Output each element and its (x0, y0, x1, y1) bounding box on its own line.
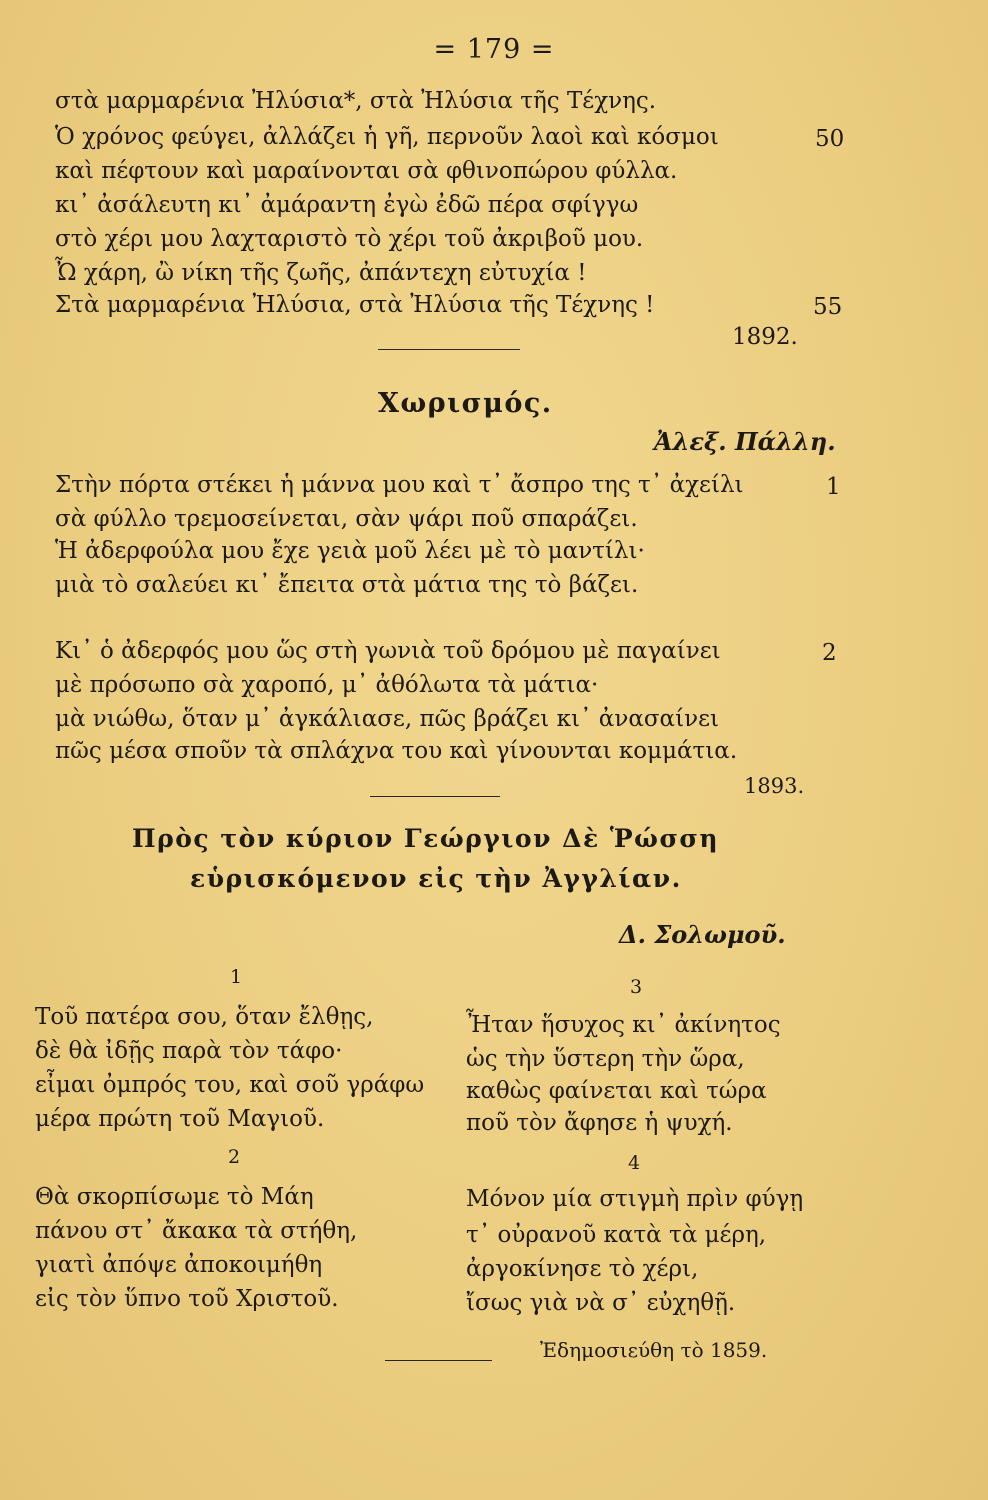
verse-line: Θὰ σκορπίσωμε τὸ Μάη (35, 1184, 314, 1210)
stanza-number: 1 (826, 474, 841, 500)
verse-line: ἴσως γιὰ νὰ σ᾿ εὐχηθῇ. (466, 1290, 736, 1316)
poem-title-line2: εὑρισκόμενον εἰς τὴν Ἀγγλίαν. (190, 864, 682, 893)
verse-line: δὲ θὰ ἰδῇς παρὰ τὸν τάφο· (35, 1038, 343, 1064)
section-number: 3 (630, 976, 643, 998)
section-number: 2 (228, 1146, 241, 1168)
poem-line: στὸ χέρι μου λαχταριστὸ τὸ χέρι τοῦ ἀκριβοῦ μου. (55, 226, 644, 252)
publication-note: Ἐδημοσιεύθη τὸ 1859. (540, 1338, 768, 1362)
verse-line: ἀργοκίνησε τὸ χέρι, (466, 1256, 699, 1282)
verse-line: τ᾿ οὐρανοῦ κατὰ τὰ μέρη, (466, 1222, 767, 1248)
poem-line: Ἡ ἀδερφούλα μου ἔχε γειὰ μοῦ λέει μὲ τὸ μαντίλι· (55, 538, 645, 564)
poem-line: Κι᾿ ὁ ἀδερφός μου ὥς στὴ γωνιὰ τοῦ δρόμου μὲ παγαίνει (55, 638, 721, 664)
verse-line: μέρα πρώτη τοῦ Μαγιοῦ. (35, 1106, 325, 1132)
verse-line: πάνου στ᾿ ἄκακα τὰ στήθη, (35, 1218, 358, 1244)
poem-date: 1892. (732, 324, 798, 350)
verse-line: ὡς τὴν ὕστερη τὴν ὥρα, (466, 1046, 745, 1072)
verse-line: καθὼς φαίνεται καὶ τώρα (466, 1078, 767, 1104)
verse-line: γιατὶ ἀπόψε ἀποκοιμήθη (35, 1252, 323, 1278)
poem-date: 1893. (744, 774, 805, 798)
verse-line: εἶμαι ὀμπρός του, καὶ σοῦ γράφω (35, 1072, 425, 1098)
poem-line: στὰ μαρμαρένια Ἠλύσια*, στὰ Ἠλύσια τῆς Τέχνης. (55, 88, 657, 114)
poem-line: κι᾿ ἀσάλευτη κι᾿ ἀμάραντη ἐγὼ ἐδῶ πέρα σφίγγω (55, 192, 639, 218)
poem-line: σὰ φύλλο τρεμοσείνεται, σὰν ψάρι ποῦ σπαράζει. (55, 506, 638, 532)
poem-line: πῶς μέσα σποῦν τὰ σπλάχνα του καὶ γίνουνται κομμάτια. (55, 738, 738, 764)
poem-line: μιὰ τὸ σαλεύει κι᾿ ἔπειτα στὰ μάτια της τὸ βάζει. (55, 572, 639, 598)
poem-line: Στὴν πόρτα στέκει ἡ μάννα μου καὶ τ᾿ ἄσπρο της τ᾿ ἀχείλι (55, 472, 744, 498)
poem-title-line1: Πρὸς τὸν κύριον Γεώργιον Δὲ Ῥώσση (132, 824, 720, 853)
separator-rule (385, 1360, 492, 1361)
verse-line: Τοῦ πατέρα σου, ὅταν ἔλθῃς, (35, 1004, 374, 1030)
poem-title: Χωρισμός. (378, 388, 553, 419)
verse-line: εἰς τὸν ὕπνο τοῦ Χριστοῦ. (35, 1286, 339, 1312)
line-number: 50 (815, 126, 845, 152)
poem-author: Δ. Σολωμοῦ. (619, 920, 786, 949)
poem-author: Ἀλεξ. Πάλλη. (654, 427, 836, 456)
poem-line: καὶ πέφτουν καὶ μαραίνονται σὰ φθινοπώρου φύλλα. (55, 158, 678, 184)
poem-line: μὲ πρόσωπο σὰ χαροπό, μ᾿ ἀθόλωτα τὰ μάτια· (55, 672, 599, 698)
poem-line: Ὦ χάρη, ὢ νίκη τῆς ζωῆς, ἀπάντεχη εὐτυχία ! (55, 260, 587, 286)
verse-line: ποῦ τὸν ἄφησε ἡ ψυχή. (466, 1110, 733, 1136)
verse-line: Ἦταν ἥσυχος κι᾿ ἀκίνητος (466, 1012, 781, 1038)
section-number: 4 (628, 1152, 641, 1174)
stanza-number: 2 (822, 640, 837, 666)
page-number: = 179 = (433, 34, 555, 65)
poem-line: Ὁ χρόνος φεύγει, ἀλλάζει ἡ γῆ, περνοῦν λαοὶ καὶ κόσμοι (55, 124, 719, 150)
poem-line: μὰ νιώθω, ὅταν μ᾿ ἀγκάλιασε, πῶς βράζει κι᾿ ἀνασαίνει (55, 706, 720, 732)
separator-rule (370, 796, 500, 797)
verse-line: Μόνον μία στιγμὴ πρὶν φύγῃ (466, 1186, 804, 1212)
separator-rule (378, 349, 520, 350)
line-number: 55 (813, 294, 843, 320)
poem-line: Στὰ μαρμαρένια Ἠλύσια, στὰ Ἠλύσια τῆς Τέχνης ! (55, 292, 655, 318)
section-number: 1 (230, 966, 243, 988)
